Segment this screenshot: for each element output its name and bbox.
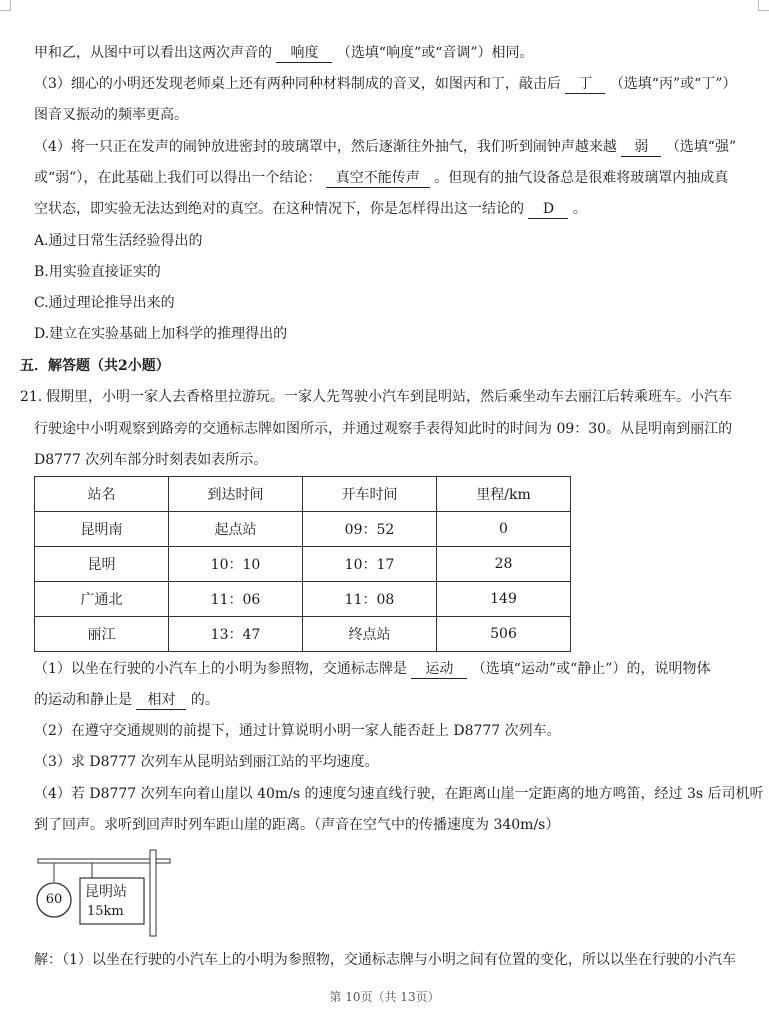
table-cell: 506 <box>437 617 571 652</box>
table-row <box>35 547 571 582</box>
question-text: D8777 次列车部分时刻表如表所示。 <box>34 452 268 468</box>
table-row <box>35 582 571 617</box>
table-cell: 09：52 <box>303 512 437 547</box>
answer-blank: 相对 <box>136 691 186 710</box>
answer-blank: 真空不能传声 <box>326 169 430 188</box>
text: 的。 <box>190 692 219 708</box>
option-d: D.建立在实验基础上加科学的推理得出的 <box>34 326 288 342</box>
text: （选填“响度”或“音调”）相同。 <box>336 45 534 61</box>
table-header-row <box>35 477 571 512</box>
text: 空状态，即实验无法达到绝对的真空。在这种情况下，你是怎样得出这一结论的 <box>34 201 524 217</box>
option-c: C.通过理论推导出来的 <box>34 295 175 311</box>
sign-distance: 15km <box>87 904 124 919</box>
table-row <box>35 617 571 652</box>
text: 。 <box>572 201 587 217</box>
table-cell: 昆明南 <box>35 512 169 547</box>
answer-blank: D <box>528 200 568 219</box>
table-cell: 0 <box>437 512 571 547</box>
table-cell: 13：47 <box>169 617 303 652</box>
text: （1）以坐在行驶的小汽车上的小明为参照物，交通标志牌是 <box>34 661 407 677</box>
option-b: B.用实验直接证实的 <box>34 264 161 280</box>
text-line: （2）在遵守交通规则的前提下，通过计算说明小明一家人能否赶上 D8777 次列车。 <box>34 723 561 739</box>
speed-limit-value: 60 <box>45 892 63 907</box>
table-cell: 起点站 <box>169 512 303 547</box>
table-cell: 广通北 <box>35 582 169 617</box>
train-timetable <box>34 476 571 652</box>
text: 甲和乙，从图中可以看出这两次声音的 <box>34 45 272 61</box>
column-header: 里程/km <box>437 477 571 512</box>
column-header: 开车时间 <box>303 477 437 512</box>
table-cell: 10：17 <box>303 547 437 582</box>
table-cell: 11：06 <box>169 582 303 617</box>
answer-blank: 弱 <box>621 138 661 157</box>
text-line <box>34 691 219 710</box>
table-cell: 昆明 <box>35 547 169 582</box>
table-cell: 11：08 <box>303 582 437 617</box>
table-row <box>35 512 571 547</box>
table-cell: 10：10 <box>169 547 303 582</box>
text-line: 图音叉振动的频率更高。 <box>34 107 188 123</box>
table-cell: 终点站 <box>303 617 437 652</box>
text-line <box>34 75 736 94</box>
text: 。但现有的抽气设备总是很难将玻璃罩内抽成真 <box>434 170 729 186</box>
solution-line: 解：（1）以坐在行驶的小汽车上的小明为参照物，交通标志牌与小明之间有位置的变化，所以以坐在行驶的小汽车 <box>34 952 736 968</box>
text: （选填“强” <box>665 139 737 155</box>
table-cell: 149 <box>437 582 571 617</box>
traffic-sign-figure <box>36 848 176 938</box>
answer-blank: 运动 <box>411 660 467 679</box>
question-number: 21． <box>20 389 52 405</box>
text: 或“弱”），在此基础上我们可以得出一个结论： <box>34 170 322 186</box>
text: （3）细心的小明还发现老师桌上还有两种同种材料制成的音叉，如图丙和丁，敲击后 <box>34 76 561 92</box>
column-header: 站名 <box>35 477 169 512</box>
section-heading: 五．解答题（共2小题） <box>20 358 170 374</box>
text-line <box>34 44 534 63</box>
text: （4）将一只正在发声的闹钟放进密封的玻璃罩中，然后逐渐往外抽气，我们听到闹钟声越来越 <box>34 139 617 155</box>
text: （选填“运动”或“静止”）的，说明物体 <box>471 661 711 677</box>
corner-mark-top-left <box>0 0 11 11</box>
question-text: 假期里，小明一家人去香格里拉游玩。一家人先驾驶小汽车到昆明站，然后乘坐动车去丽江后转乘班车。小汽车 <box>46 389 732 405</box>
text-line <box>34 169 728 188</box>
text-line <box>34 660 710 679</box>
answer-blank: 丁 <box>565 75 605 94</box>
table-cell: 丽江 <box>35 617 169 652</box>
page-footer: 第 10页（共 13页） <box>329 990 440 1004</box>
option-a: A.通过日常生活经验得出的 <box>34 233 203 249</box>
text-line <box>34 200 587 219</box>
question-text: 行驶途中小明观察到路旁的交通标志牌如图所示，并通过观察手表得知此时的时间为 09：30。从昆明南到丽江的 <box>34 421 733 437</box>
text: （选填“丙”或“丁”） <box>609 76 737 92</box>
text: 的运动和静止是 <box>34 692 132 708</box>
answer-blank: 响度 <box>276 44 332 63</box>
corner-mark-top-right <box>758 0 769 11</box>
text-line: 到了回声。求听到回声时列车距山崖的距离。（声音在空气中的传播速度为 340m/s） <box>34 817 560 833</box>
table-cell: 28 <box>437 547 571 582</box>
text-line <box>34 138 736 157</box>
column-header: 到达时间 <box>169 477 303 512</box>
sign-station-name: 昆明站 <box>85 884 127 900</box>
text-line: （3）求 D8777 次列车从昆明站到丽江站的平均速度。 <box>34 754 379 770</box>
text-line: （4）若 D8777 次列车向着山崖以 40m/s 的速度匀速直线行驶，在距离山崖一定距离的地方鸣笛，经过 3s 后司机听 <box>34 786 764 802</box>
